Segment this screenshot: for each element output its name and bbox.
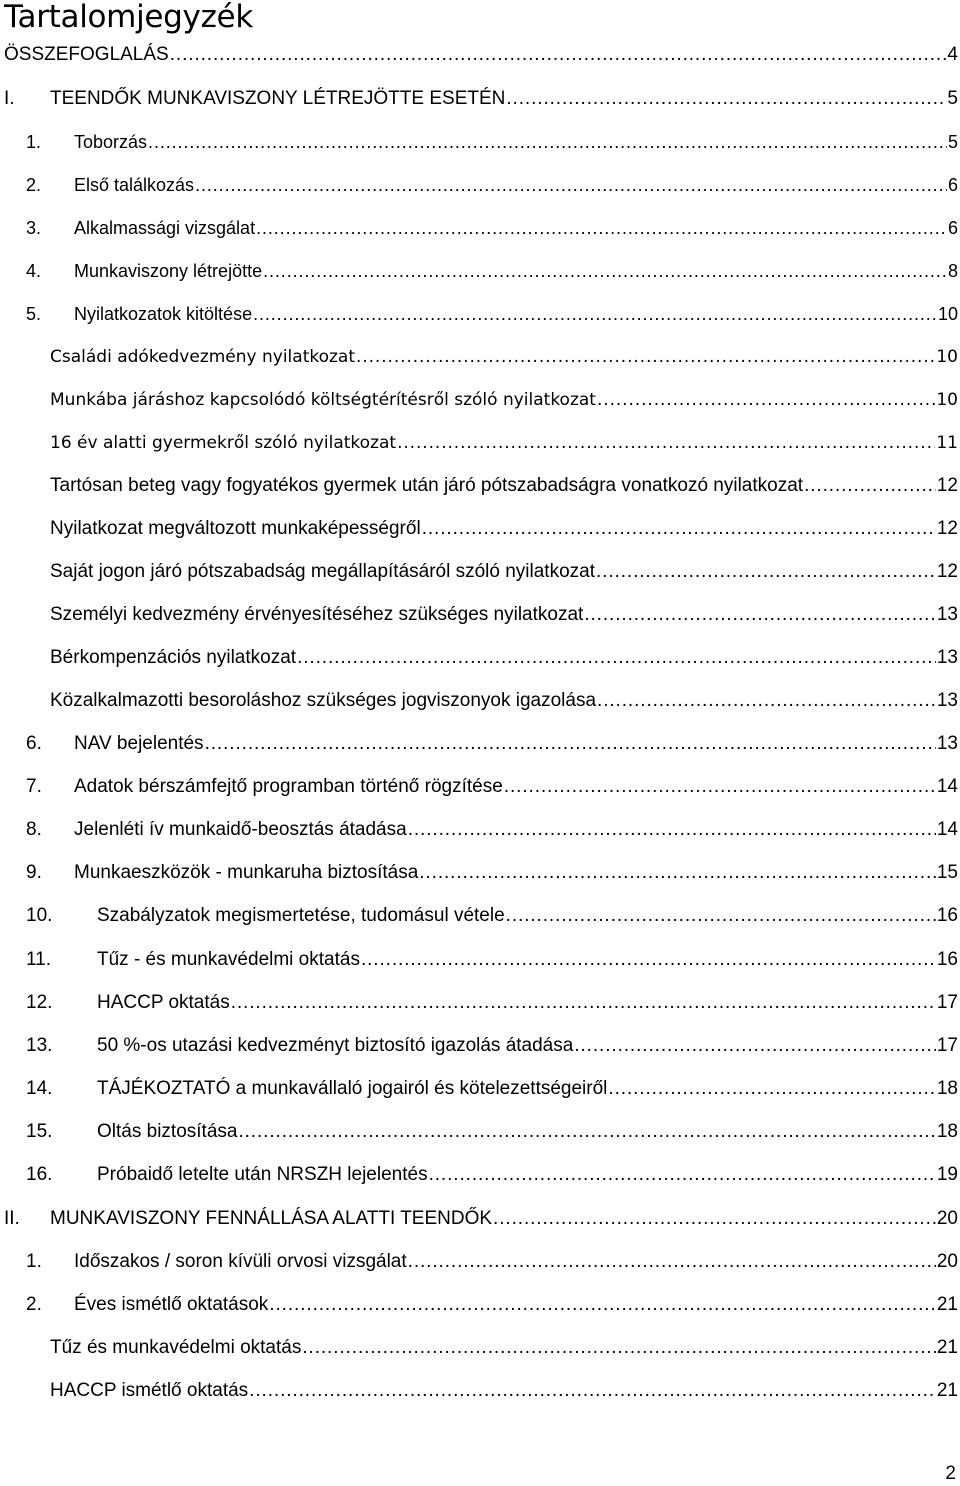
toc-entry-page: 18 bbox=[936, 1121, 958, 1142]
dot-leader bbox=[238, 1117, 935, 1147]
toc-entry[interactable] bbox=[0, 858, 960, 888]
toc-entry-text: Szabályzatok megismertetése, tudomásul vétele bbox=[97, 905, 505, 926]
toc-entry-text: Toborzás bbox=[74, 132, 148, 152]
toc-entry-text: Saját jogon járó pótszabadság megállapításáról szóló nyilatkozat bbox=[50, 561, 595, 582]
toc-entry[interactable] bbox=[0, 1333, 960, 1363]
toc-entry[interactable] bbox=[0, 40, 960, 70]
toc-entry-page: 20 bbox=[936, 1251, 958, 1272]
footer-page-number: 2 bbox=[945, 1463, 956, 1484]
toc-entry-page: 21 bbox=[936, 1294, 958, 1315]
toc-entry-text: HACCP oktatás bbox=[97, 992, 230, 1013]
toc-entry-text: ÖSSZEFOGLALÁS bbox=[4, 44, 169, 65]
dot-leader bbox=[408, 815, 936, 845]
dot-leader bbox=[429, 1160, 936, 1190]
toc-entry[interactable] bbox=[0, 1247, 960, 1277]
dot-leader bbox=[597, 385, 935, 415]
toc-entry[interactable] bbox=[0, 1204, 960, 1234]
dot-leader bbox=[302, 1333, 936, 1363]
dot-leader bbox=[148, 127, 947, 157]
dot-leader bbox=[804, 471, 936, 501]
dot-leader bbox=[506, 84, 946, 114]
toc-entry-page: 10 bbox=[936, 390, 958, 410]
toc-entry-text: Éves ismétlő oktatások bbox=[74, 1294, 269, 1315]
toc-entry-text: MUNKAVISZONY FENNÁLLÁSA ALATTI TEENDŐK bbox=[50, 1208, 493, 1229]
toc-entry[interactable] bbox=[0, 385, 960, 415]
toc-entry-text: NAV bejelentés bbox=[74, 733, 204, 754]
toc-entry-number: 1. bbox=[26, 1251, 42, 1272]
dot-leader bbox=[408, 1247, 936, 1277]
toc-entry-text: Közalkalmazotti besoroláshoz szükséges jogviszonyok igazolása bbox=[50, 690, 597, 711]
toc-entry-text: Jelenléti ív munkaidő-beosztás átadása bbox=[74, 819, 407, 840]
toc-entry[interactable] bbox=[0, 901, 960, 931]
toc-entry-text: Munkába járáshoz kapcsolódó költségtérítésről szóló nyilatkozat bbox=[50, 390, 596, 410]
toc-entry-page: 13 bbox=[936, 647, 958, 668]
toc-entry[interactable] bbox=[0, 772, 960, 802]
toc-entry[interactable] bbox=[0, 1074, 960, 1104]
toc-entry-text: Első találkozás bbox=[74, 175, 195, 195]
toc-entry-text: 50 %-os utazási kedvezményt biztosító igazolás átadása bbox=[97, 1035, 574, 1056]
toc-entry[interactable] bbox=[0, 643, 960, 673]
toc-entry-text: Tűz és munkavédelmi oktatás bbox=[50, 1337, 302, 1358]
toc-entry-text: Adatok bérszámfejtő programban történő rögzítése bbox=[74, 776, 503, 797]
toc-entry[interactable] bbox=[0, 729, 960, 759]
toc-entry[interactable] bbox=[0, 815, 960, 845]
dot-leader bbox=[597, 686, 936, 716]
toc-entry[interactable] bbox=[0, 557, 960, 587]
toc-entry-page: 12 bbox=[936, 475, 958, 496]
toc-entry-text: Tűz - és munkavédelmi oktatás bbox=[97, 949, 360, 970]
toc-entry-number: 2. bbox=[26, 1294, 42, 1315]
toc-entry[interactable] bbox=[0, 170, 960, 200]
toc-entry-text: Alkalmassági vizsgálat bbox=[74, 218, 256, 238]
toc-entry-number: 13. bbox=[26, 1035, 53, 1056]
toc-entry[interactable] bbox=[0, 256, 960, 286]
toc-entry-page: 11 bbox=[936, 433, 958, 453]
toc-entry-number: I. bbox=[4, 88, 15, 109]
toc-entry-text: Tartósan beteg vagy fogyatékos gyermek után járó pótszabadságra vonatkozó nyilatkozat bbox=[50, 475, 804, 496]
toc-entry-number: 7. bbox=[26, 776, 42, 797]
toc-entry-text: 16 év alatti gyermekről szóló nyilatkozat bbox=[50, 433, 397, 453]
toc-entry-text: Oltás biztosítása bbox=[97, 1121, 238, 1142]
toc-entry-page: 16 bbox=[936, 949, 958, 970]
toc-entry-number: 9. bbox=[26, 862, 42, 883]
toc-entry-page: 8 bbox=[947, 261, 958, 281]
toc-entry-page: 13 bbox=[936, 604, 958, 625]
toc-entry-number: 6. bbox=[26, 733, 42, 754]
toc-entry-page: 13 bbox=[936, 733, 958, 754]
toc-entry-text: Munkaeszközök - munkaruha biztosítása bbox=[74, 862, 419, 883]
dot-leader bbox=[269, 1290, 936, 1320]
toc-entry[interactable] bbox=[0, 945, 960, 975]
toc-entry[interactable] bbox=[0, 342, 960, 372]
dot-leader bbox=[422, 514, 936, 544]
dot-leader bbox=[493, 1204, 936, 1234]
toc-entry-number: II. bbox=[4, 1208, 20, 1229]
toc-entry-number: 8. bbox=[26, 819, 42, 840]
toc-entry-page: 4 bbox=[947, 44, 958, 65]
toc-entry-text: Próbaidő letelte után NRSZH lejelentés bbox=[97, 1164, 428, 1185]
toc-entry-number: 1. bbox=[26, 132, 42, 152]
toc-entry-number: 4. bbox=[26, 261, 42, 281]
toc-entry-text: Nyilatkozat megváltozott munkaképességről bbox=[50, 518, 421, 539]
dot-leader bbox=[419, 858, 936, 888]
dot-leader bbox=[256, 213, 947, 243]
toc-entry[interactable] bbox=[0, 213, 960, 243]
toc-entry-page: 12 bbox=[936, 561, 958, 582]
dot-leader bbox=[574, 1031, 936, 1061]
toc-entry[interactable] bbox=[0, 1031, 960, 1061]
dot-leader bbox=[504, 772, 936, 802]
dot-leader bbox=[356, 342, 935, 372]
toc-entry[interactable] bbox=[0, 471, 960, 501]
dot-leader bbox=[249, 1376, 936, 1406]
toc-entry-text: Nyilatkozatok kitöltése bbox=[74, 304, 253, 324]
dot-leader bbox=[231, 988, 936, 1018]
toc-entry[interactable] bbox=[0, 428, 960, 458]
toc-entry-text: TÁJÉKOZTATÓ a munkavállaló jogairól és kötelezettségeiről bbox=[97, 1078, 608, 1099]
toc-entry-page: 17 bbox=[936, 1035, 958, 1056]
toc-entry[interactable] bbox=[0, 127, 960, 157]
toc-entry-page: 5 bbox=[947, 88, 958, 109]
toc-entry-page: 12 bbox=[936, 518, 958, 539]
toc-entry-text: TEENDŐK MUNKAVISZONY LÉTREJÖTTE ESETÉN bbox=[50, 88, 506, 109]
toc-entry[interactable] bbox=[0, 1117, 960, 1147]
dot-leader bbox=[263, 256, 947, 286]
dot-leader bbox=[506, 901, 936, 931]
toc-entry-number: 5. bbox=[26, 304, 42, 324]
toc-entry-number: 11. bbox=[26, 949, 52, 970]
toc-entry[interactable] bbox=[0, 600, 960, 630]
toc-entry-page: 6 bbox=[947, 218, 958, 238]
toc-entry-number: 2. bbox=[26, 175, 42, 195]
toc-entry[interactable] bbox=[0, 988, 960, 1018]
toc-entry-page: 15 bbox=[936, 862, 958, 883]
dot-leader bbox=[397, 428, 935, 458]
dot-leader bbox=[584, 600, 936, 630]
toc-entry-number: 15. bbox=[26, 1121, 53, 1142]
toc-entry-page: 21 bbox=[936, 1380, 958, 1401]
dot-leader bbox=[608, 1074, 935, 1104]
toc-entry[interactable] bbox=[0, 686, 960, 716]
dot-leader bbox=[596, 557, 936, 587]
toc-entry-page: 14 bbox=[936, 819, 958, 840]
dot-leader bbox=[205, 729, 936, 759]
toc-entry-page: 10 bbox=[936, 347, 958, 367]
toc-entry-page: 5 bbox=[947, 132, 958, 152]
toc-entry-text: Bérkompenzációs nyilatkozat bbox=[50, 647, 297, 668]
toc-entry[interactable] bbox=[0, 514, 960, 544]
toc-entry-page: 19 bbox=[936, 1164, 958, 1185]
toc-entry-page: 20 bbox=[936, 1208, 958, 1229]
page-title: Tartalomjegyzék bbox=[4, 0, 253, 35]
toc-entry-page: 6 bbox=[947, 175, 958, 195]
dot-leader bbox=[253, 299, 937, 329]
toc-entry-number: 16. bbox=[26, 1164, 53, 1185]
toc-entry-text: HACCP ismétlő oktatás bbox=[50, 1380, 249, 1401]
toc-entry[interactable] bbox=[0, 84, 960, 114]
toc-entry[interactable] bbox=[0, 299, 960, 329]
toc-entry[interactable] bbox=[0, 1290, 960, 1320]
toc-entry-text: Családi adókedvezmény nyilatkozat bbox=[50, 347, 356, 367]
toc-entry-page: 10 bbox=[937, 304, 958, 324]
toc-entry-page: 18 bbox=[936, 1078, 958, 1099]
toc-entry-page: 14 bbox=[936, 776, 958, 797]
toc-entry[interactable] bbox=[0, 1160, 960, 1190]
toc-entry[interactable] bbox=[0, 1376, 960, 1406]
toc-entry-text: Időszakos / soron kívüli orvosi vizsgálat bbox=[74, 1251, 407, 1272]
dot-leader bbox=[361, 945, 936, 975]
toc-entry-text: Munkaviszony létrejötte bbox=[74, 261, 263, 281]
toc-entry-page: 13 bbox=[936, 690, 958, 711]
toc-entry-number: 12. bbox=[26, 992, 53, 1013]
toc-entry-text: Személyi kedvezmény érvényesítéséhez szükséges nyilatkozat bbox=[50, 604, 584, 625]
toc-entry-number: 3. bbox=[26, 218, 42, 238]
toc-entry-page: 16 bbox=[936, 905, 958, 926]
toc-entry-number: 10. bbox=[26, 905, 53, 926]
toc-entry-page: 17 bbox=[936, 992, 958, 1013]
toc-entry-page: 21 bbox=[936, 1337, 958, 1358]
dot-leader bbox=[195, 170, 947, 200]
dot-leader bbox=[297, 643, 936, 673]
dot-leader bbox=[170, 40, 947, 70]
toc-entry-number: 14. bbox=[26, 1078, 53, 1099]
